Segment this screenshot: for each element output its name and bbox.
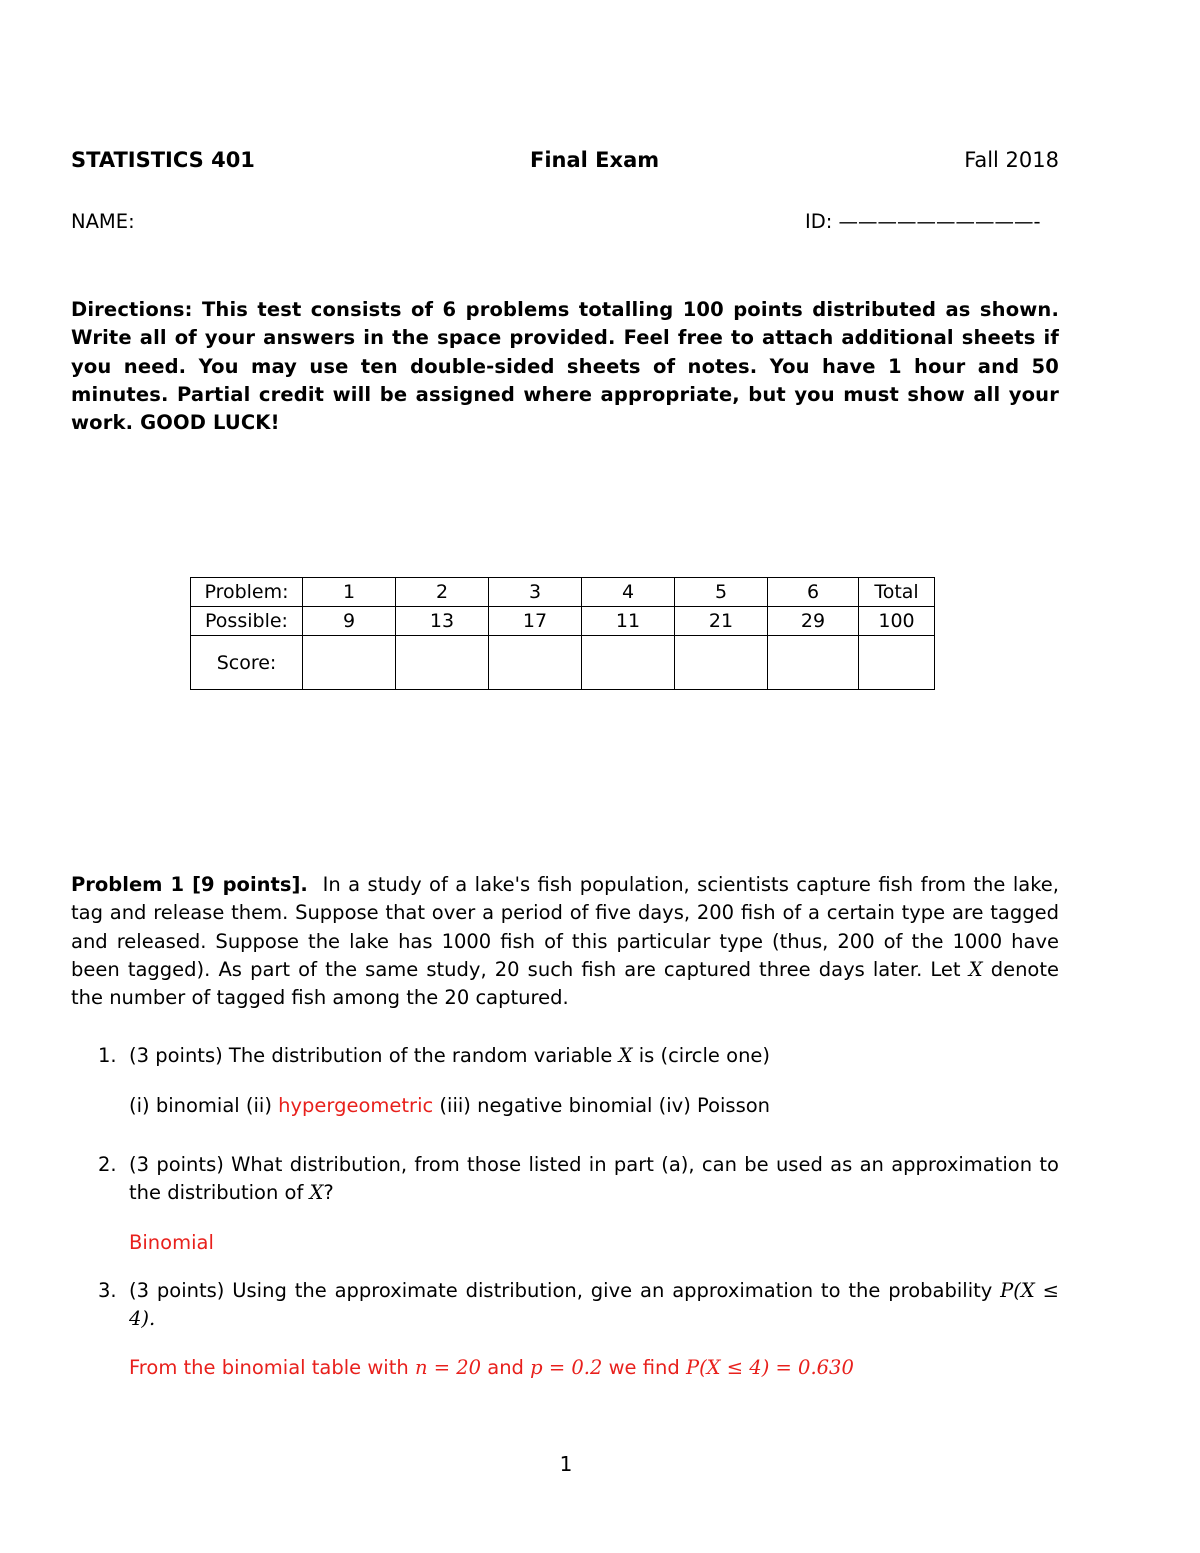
variable-x: X xyxy=(618,1044,633,1067)
possible-points: 17 xyxy=(489,607,582,636)
exam-term: Fall 2018 xyxy=(964,148,1059,172)
option-text: (i) binomial (ii) xyxy=(129,1094,272,1117)
problem-number: 2 xyxy=(396,578,489,607)
question-text: (3 points) The distribution of the random variable xyxy=(129,1044,613,1067)
score-cell xyxy=(303,636,396,690)
possible-points: 11 xyxy=(582,607,675,636)
page-number: 1 xyxy=(559,1452,573,1476)
id-label: ID: ——————————- xyxy=(805,210,1041,233)
possible-total: 100 xyxy=(859,607,935,636)
question-text: is (circle one) xyxy=(638,1044,771,1067)
math-expression: P(X ≤ 4) = 0.630 xyxy=(685,1356,854,1379)
question-text: ? xyxy=(323,1181,334,1205)
answer-text: we find xyxy=(608,1356,680,1379)
possible-points: 21 xyxy=(675,607,768,636)
math-expression: P(X ≤ 4). xyxy=(129,1279,1059,1331)
selected-answer: hypergeometric xyxy=(278,1094,434,1117)
row-label: Possible: xyxy=(191,607,303,636)
score-table xyxy=(190,577,935,690)
score-cell xyxy=(675,636,768,690)
answer-text: From the binomial table with xyxy=(129,1356,409,1379)
problem-number: 5 xyxy=(675,578,768,607)
directions: Directions: This test consists of 6 problems totalling 100 points distributed as shown. Write all of your answers in the space provided. Feel free to attach additional sheets if you need. You may use ten double-sided sheets of notes. You have 1 hour and 50 minutes. Partial credit will be assigned where appropriate, but you must show all your work. GOOD LUCK! xyxy=(71,298,1059,435)
score-cell xyxy=(582,636,675,690)
question-text: (3 points) Using the approximate distribution, give an approximation to the probability xyxy=(129,1279,993,1302)
problem-row xyxy=(191,578,935,607)
course-title: STATISTICS 401 xyxy=(71,148,255,172)
item-2-question xyxy=(129,1151,1059,1208)
exam-title: Final Exam xyxy=(530,148,660,172)
item-1-options xyxy=(129,1092,1059,1120)
row-label: Score: xyxy=(191,636,303,690)
name-label: NAME: xyxy=(71,210,135,233)
problem-number: 4 xyxy=(582,578,675,607)
item-3-number: 3. xyxy=(98,1279,117,1302)
problem-1-text-end: denote the number of tagged fish among the 20 captured. xyxy=(71,957,1059,1010)
problem-1-statement xyxy=(71,871,1059,1012)
row-label: Problem: xyxy=(191,578,303,607)
question-text: (3 points) What distribution, from those listed in part (a), can be used as an approximation to the distribution of xyxy=(129,1153,1059,1205)
score-cell xyxy=(489,636,582,690)
possible-points: 9 xyxy=(303,607,396,636)
item-1-question xyxy=(129,1042,1059,1070)
possible-row xyxy=(191,607,935,636)
possible-points: 29 xyxy=(768,607,859,636)
problem-1-heading: Problem 1 [9 points]. xyxy=(71,873,308,896)
item-1-number: 1. xyxy=(98,1044,117,1067)
item-3-answer xyxy=(129,1354,1059,1382)
variable-x: X xyxy=(309,1181,324,1205)
math-expression: p = 0.2 xyxy=(530,1356,603,1379)
score-cell xyxy=(859,636,935,690)
problem-1-text: In a study of a lake's fish population, scientists capture fish from the lake, tag and release them. Suppose that over a period of five days, 200 fish of a certain type are tagged and released. Suppose the lake has 1000 fish of this particular type (thus, 200 of the 1000 have been tagged). As part of the same study, 20 such fish are captured three days later. Let xyxy=(71,873,1059,981)
score-row xyxy=(191,636,935,690)
problem-number: 6 xyxy=(768,578,859,607)
problem-total: Total xyxy=(859,578,935,607)
problem-number: 3 xyxy=(489,578,582,607)
problem-number: 1 xyxy=(303,578,396,607)
item-3-question xyxy=(129,1277,1059,1334)
item-2-number: 2. xyxy=(98,1153,117,1176)
score-cell xyxy=(396,636,489,690)
math-expression: n = 20 xyxy=(414,1356,482,1379)
possible-points: 13 xyxy=(396,607,489,636)
score-cell xyxy=(768,636,859,690)
item-2-answer: Binomial xyxy=(129,1231,214,1254)
variable-x: X xyxy=(968,957,983,981)
option-text: (iii) negative binomial (iv) Poisson xyxy=(439,1094,771,1117)
answer-text: and xyxy=(487,1356,524,1379)
